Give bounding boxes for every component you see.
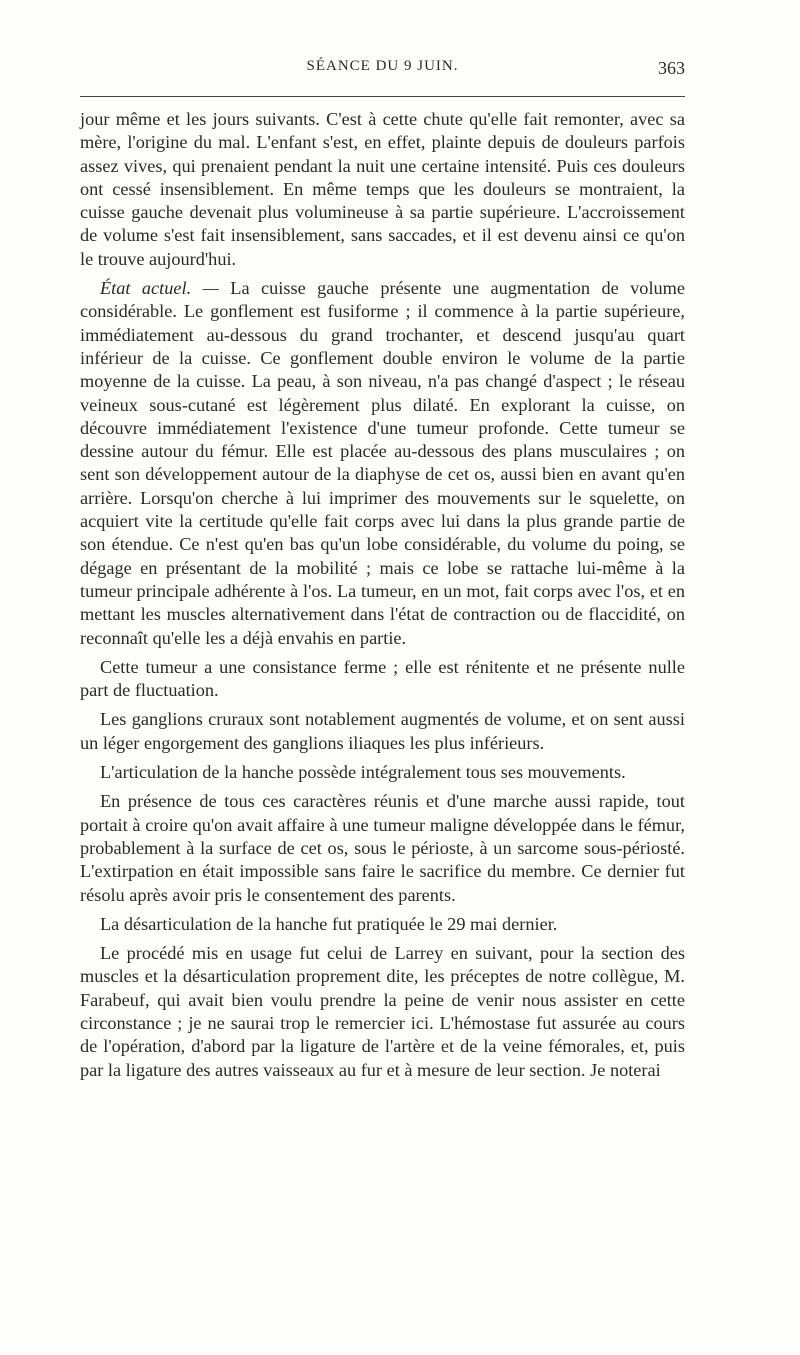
paragraph-2 <box>80 277 685 650</box>
header-rule <box>80 96 685 97</box>
paragraph-1: jour même et les jours suivants. C'est à cette chute qu'elle fait remonter, avec sa mère, l'origine du mal. L'enfant s'est, en effet, plainte depuis de douleurs parfois assez vives, qui prenaient pendant la nuit une certaine intensité. Puis ces douleurs ont cessé insensiblement. En même temps que les douleurs se montraient, la cuisse gauche devenait plus volumineuse à sa partie supérieure. L'accroissement de volume s'est fait insensiblement, sans saccades, et il est devenu ainsi ce qu'on le trouve aujourd'hui. <box>80 109 685 269</box>
paragraph-4: Les ganglions cruraux sont notablement augmentés de volume, et on sent aussi un léger engorgement des ganglions iliaques les plus inférieurs. <box>80 709 685 753</box>
paragraph-6: En présence de tous ces caractères réunis et d'une marche aussi rapide, tout portait à croire qu'on avait affaire à une tumeur maligne développée dans le fémur, probablement à la surface de cet os, sous le périoste, à un sarcome sous-périosté. L'extirpation en était impossible sans faire le sacrifice du membre. Ce dernier fut résolu après avoir pris le consentement des parents. <box>80 791 685 905</box>
paragraph-3: Cette tumeur a une consistance ferme ; elle est rénitente et ne présente nulle part de fluctuation. <box>80 656 685 701</box>
etat-actuel-heading: État actuel. — <box>100 278 219 299</box>
paragraph-8: Le procédé mis en usage fut celui de Larrey en suivant, pour la section des muscles et la désarticulation proprement dite, les préceptes de notre collègue, M. Farabeuf, qui avait bien voulu prendre la peine de venir nous assister en cette circonstance ; je ne saurai trop le remercier ici. L'hémostase fut assurée au cours de l'opération, d'abord par la ligature de l'artère et de la veine fémorales, et, puis par la ligature des autres vaisseaux au fur et à mesure de leur section. Je noterai <box>80 943 685 1080</box>
article-body <box>80 108 685 1088</box>
paragraph-7: La désarticulation de la hanche fut pratiquée le 29 mai dernier. <box>100 913 558 934</box>
page-header <box>80 58 685 88</box>
page-number: 363 <box>658 58 685 78</box>
paragraph-5: L'articulation de la hanche possède intégralement tous ses mouvements. <box>100 762 626 783</box>
running-title: SÉANCE DU 9 JUIN. <box>306 58 459 74</box>
paragraph-2-text: La cuisse gauche présente une augmentation de volume considérable. Le gonflement est fusiforme ; il commence à la partie supérieure, immédiatement au-dessous du grand trochanter, et descend jusqu'au quart inférieur de la cuisse. Ce gonflement double environ le volume de la partie moyenne de la cuisse. La peau, à son niveau, n'a pas changé d'aspect ; le réseau veineux sous-cutané est légèrement plus dilaté. En explorant la cuisse, on découvre immédiatement l'existence d'une tumeur profonde. Cette tumeur se dessine autour du fémur. Elle est placée au-dessous des plans musculaires ; on sent son développement autour de la diaphyse de cet os, aussi bien en avant qu'en arrière. Lorsqu'on cherche à lui imprimer des mouvements sur le squelette, on acquiert vite la certitude qu'elle fait corps avec lui dans la plus grande partie de son étendue. Ce n'est qu'en bas qu'un lobe considérable, du volume du poing, se dégage en présentant de la mobilité ; mais ce lobe se rattache lui-même à la tumeur principale adhérente à l'os. La tumeur, en un mot, fait corps avec l'os, et en mettant les muscles alternativement dans l'état de contraction ou de flaccidité, on reconnaît qu'elle les a déjà envahis en partie. <box>80 278 685 648</box>
